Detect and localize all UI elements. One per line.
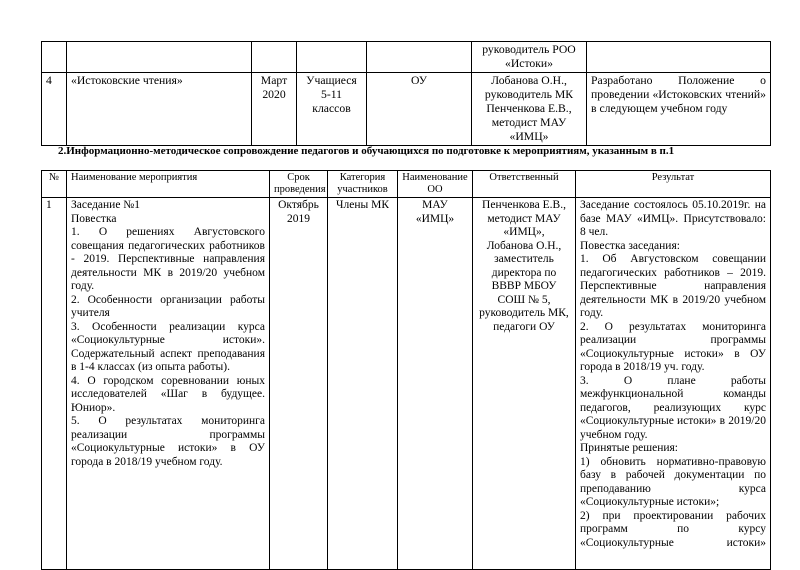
cell-responsible: Пенченкова Е.В., методист МАУ «ИМЦ», Лобанова О.Н., заместитель директора по ВВВР МБОУ СОШ № 5, руководитель МК, педагоги ОУ (473, 198, 576, 570)
methodical-support-table (41, 170, 771, 570)
cell-event: «Истоковские чтения» (67, 73, 252, 146)
header-responsible: Ответственный (473, 171, 576, 198)
cell-result (587, 42, 771, 73)
cell-participants (297, 42, 367, 73)
cell-responsible: Лобанова О.Н., руководитель МК Пенченкова Е.В., методист МАУ «ИМЦ» (472, 73, 587, 146)
header-org: Наименование ОО (398, 171, 473, 198)
cell-category: Члены МК (328, 198, 398, 570)
header-num: № (42, 171, 67, 198)
cell-org (367, 42, 472, 73)
cell-num (42, 42, 67, 73)
table-row (42, 198, 771, 570)
header-result: Результат (576, 171, 771, 198)
cell-date (252, 42, 297, 73)
cell-num: 1 (42, 198, 67, 570)
events-table-continued (41, 41, 771, 146)
cell-result: Заседание состоялось 05.10.2019г. на базе МАУ «ИМЦ». Присутствовало: 8 чел. Повестка заседания: 1. Об Августовском совещании педагогических работников – 2019. Перспективные направления деятельности МК в 2019/20 учебном году. 2. О результатах мониторинга реализации программы «Социокультурные истоки» в ОУ города в 2018/19 уч. году. 3. О плане работы межфункциональной команды педагогов, реализующих курс «Социокультурные истоки» в 2019/20 учебном году. Принятые решения: 1) обновить нормативно-правовую базу в рабочей документации по преподаванию курса «Социокультурные истоки»; 2) при проектировании рабочих программ по курсу «Социокультурные истоки» (576, 198, 771, 570)
table-row (42, 73, 771, 146)
cell-event (67, 42, 252, 73)
cell-responsible: руководитель РОО «Истоки» (472, 42, 587, 73)
section-heading: 2.Информационно-методическое сопровождение педагогов и обучающихся по подготовке к мероприятиям, указанным в п.1 (58, 145, 675, 157)
cell-org: МАУ «ИМЦ» (398, 198, 473, 570)
cell-participants: Учащиеся 5-11 классов (297, 73, 367, 146)
header-date: Срок проведения (270, 171, 328, 198)
cell-date: Март 2020 (252, 73, 297, 146)
header-event: Наименование мероприятия (67, 171, 270, 198)
table-row (42, 42, 771, 73)
cell-result: Разработано Положение о проведении «Истоковских чтений» в следующем учебном году (587, 73, 771, 146)
cell-num: 4 (42, 73, 67, 146)
cell-org: ОУ (367, 73, 472, 146)
cell-event: Заседание №1 Повестка 1. О решениях Августовского совещания педагогических работников - 2019. Перспективные направления деятельности МК в 2019/20 учебном году. 2. Особенности организации работы учителя 3. Особенности реализации курса «Социокультурные истоки». Содержательный аспект преподавания в 1-4 классах (из опыта работы). 4. О городском соревновании юных исследователей «Шаг в будущее. Юниор». 5. О результатах мониторинга реализации программы «Социокультурные истоки» в ОУ города в 2018/19 учебном году. (67, 198, 270, 570)
header-category: Категория участников (328, 171, 398, 198)
cell-date: Октябрь 2019 (270, 198, 328, 570)
table-header-row (42, 171, 771, 198)
